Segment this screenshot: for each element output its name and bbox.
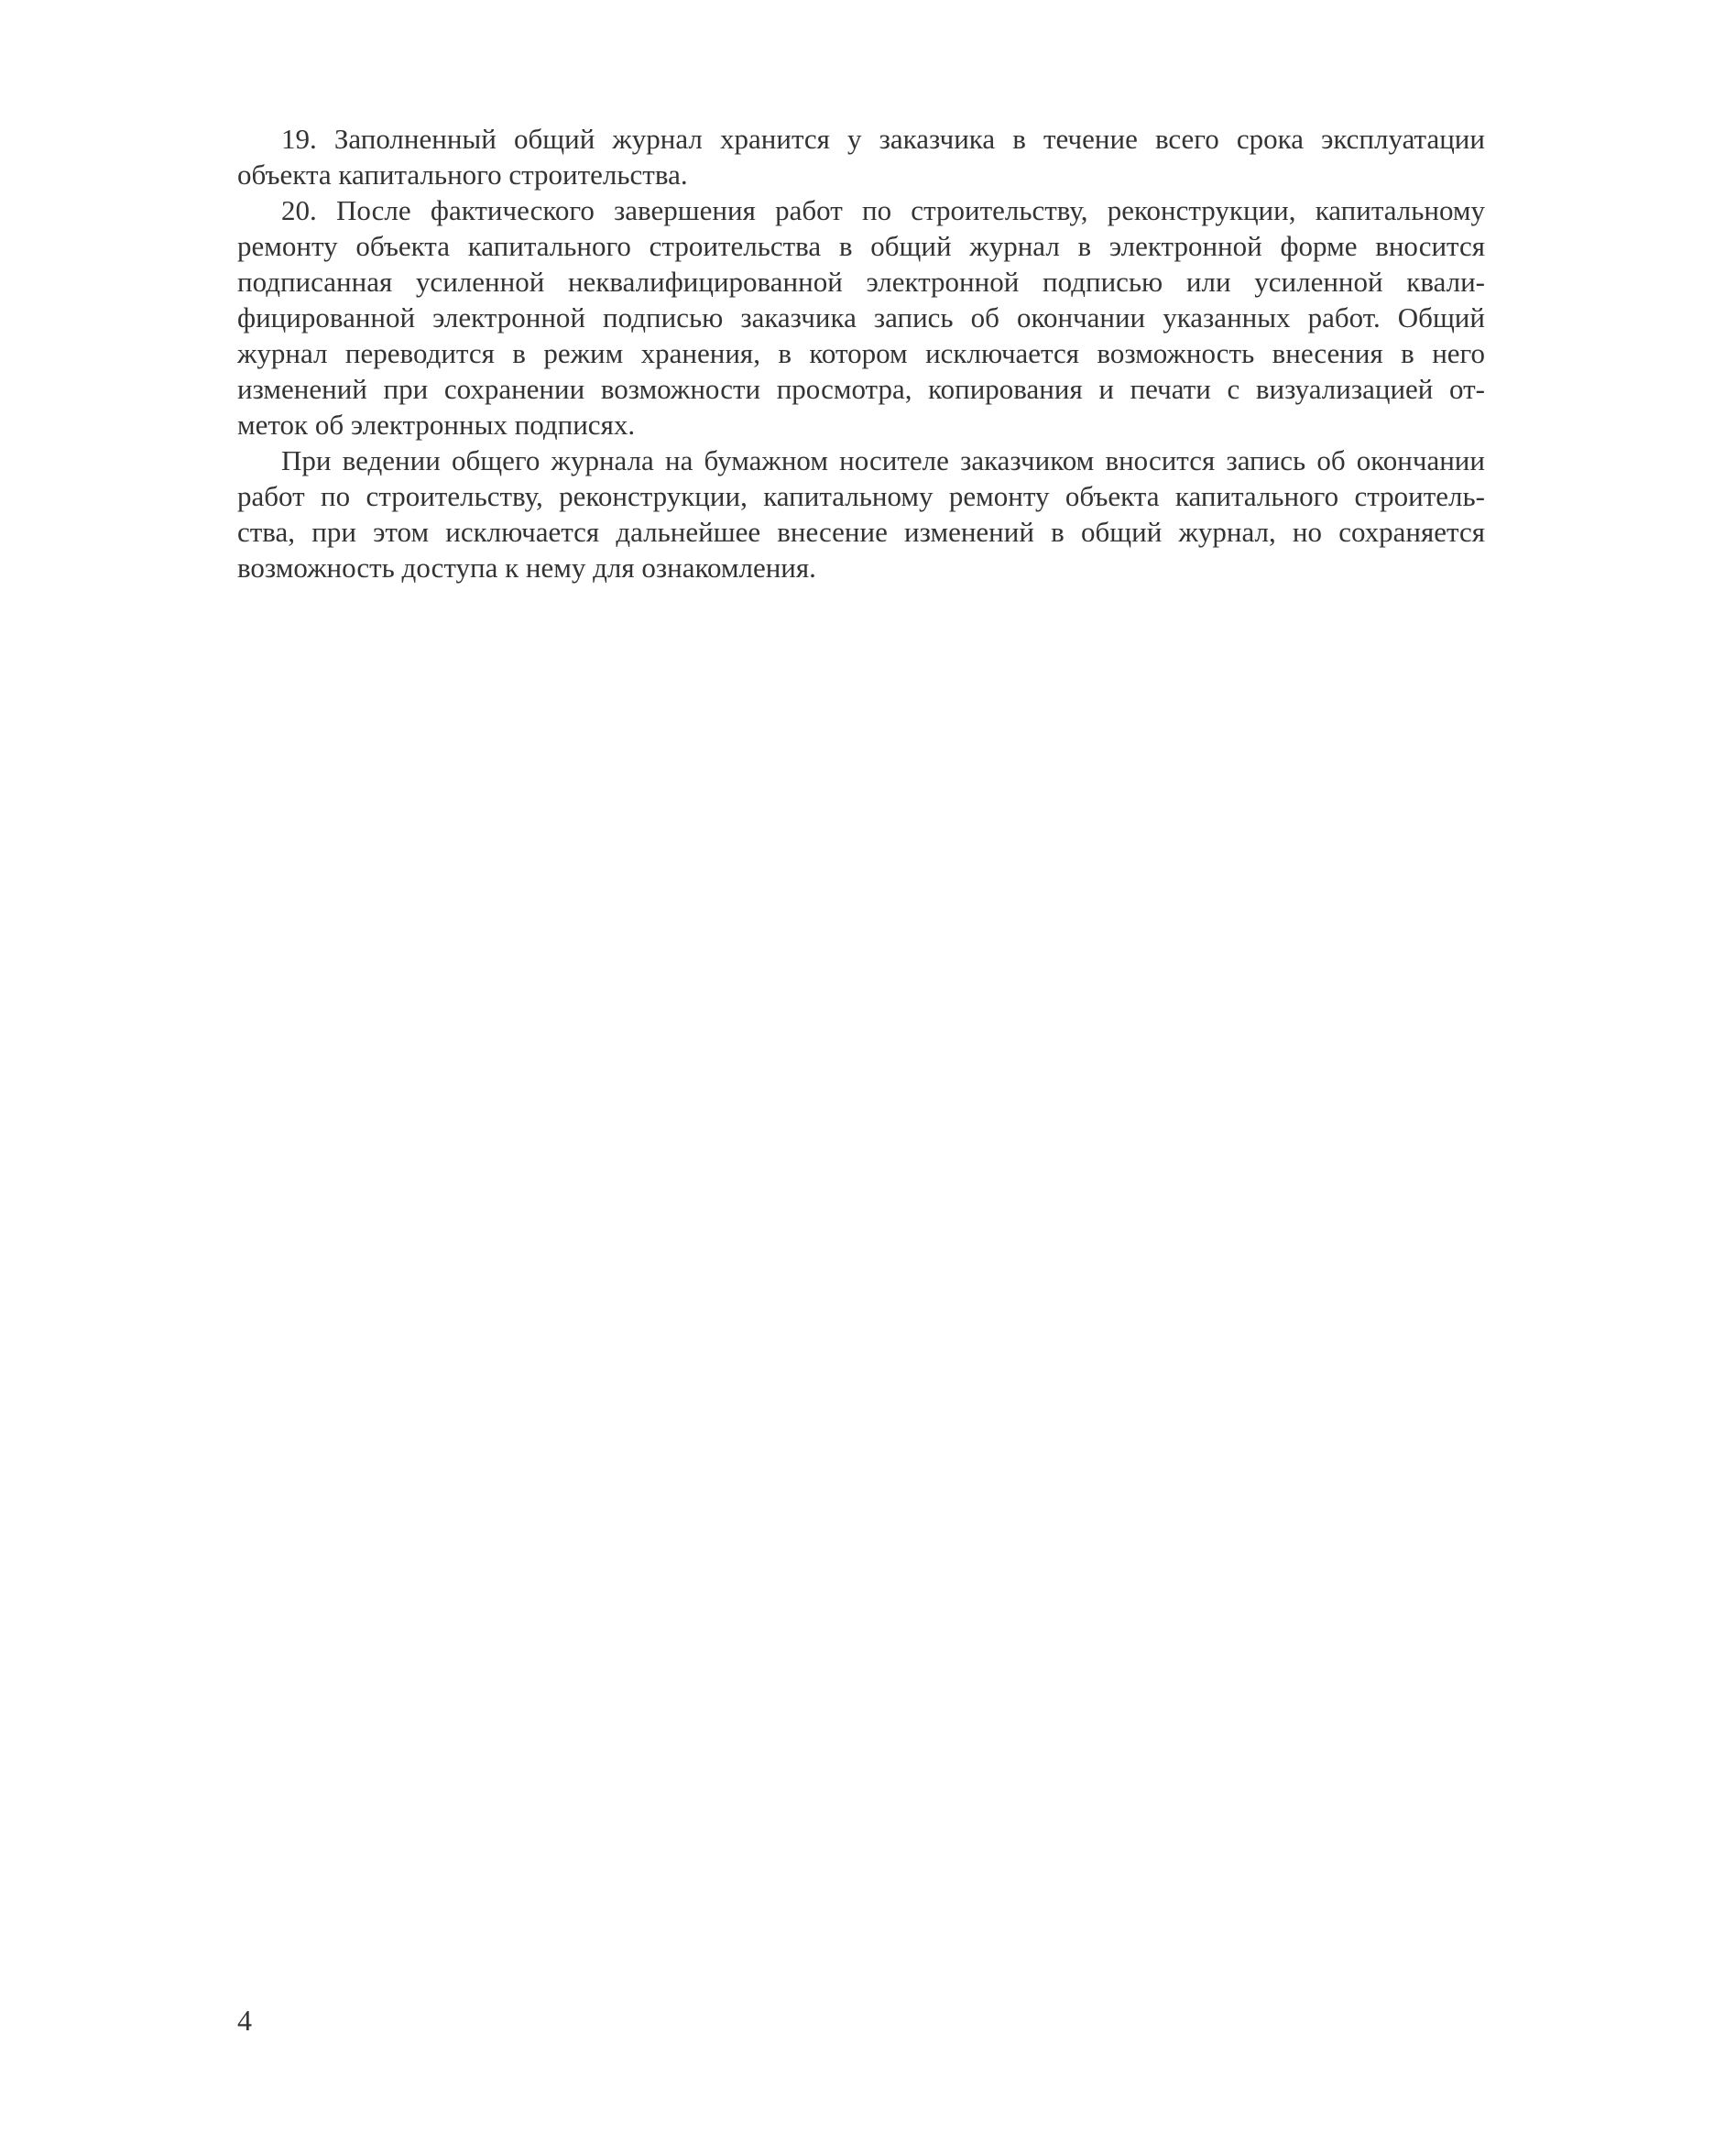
paragraph-paper-journal (237, 443, 1485, 585)
text-line: работ по строительству, реконструкции, капитальному ремонту объекта капитального строитель- (237, 480, 1485, 512)
text-line: ремонту объекта капитального строительства в общий журнал в электронной форме вносится (237, 230, 1485, 262)
text-line: 19. Заполненный общий журнал хранится у заказчика в течение всего срока эксплуатации (281, 123, 1485, 155)
text-line: При ведении общего журнала на бумажном носителе заказчиком вносится запись об окончании (281, 444, 1485, 476)
text-line: подписанная усиленной неквалифицированной электронной подписью или усиленной квали- (237, 266, 1485, 298)
body-text (237, 121, 1485, 585)
text-line: изменений при сохранении возможности просмотра, копирования и печати с визуализацией от- (237, 373, 1485, 405)
text-line: возможность доступа к нему для ознакомления. (237, 552, 816, 584)
page-number: 4 (237, 2004, 252, 2037)
text-line: 20. После фактического завершения работ по строительству, реконструкции, капитальному (281, 194, 1485, 226)
paragraph-20 (237, 192, 1485, 443)
text-line: фицированной электронной подписью заказчика запись об окончании указанных работ. Общий (237, 301, 1485, 333)
text-line: журнал переводится в режим хранения, в котором исключается возможность внесения в него (237, 337, 1485, 369)
text-line: объекта капитального строительства. (237, 159, 688, 191)
paragraph-19 (237, 121, 1485, 192)
text-line: ства, при этом исключается дальнейшее внесение изменений в общий журнал, но сохраняется (237, 516, 1485, 548)
text-line: меток об электронных подписях. (237, 409, 636, 441)
